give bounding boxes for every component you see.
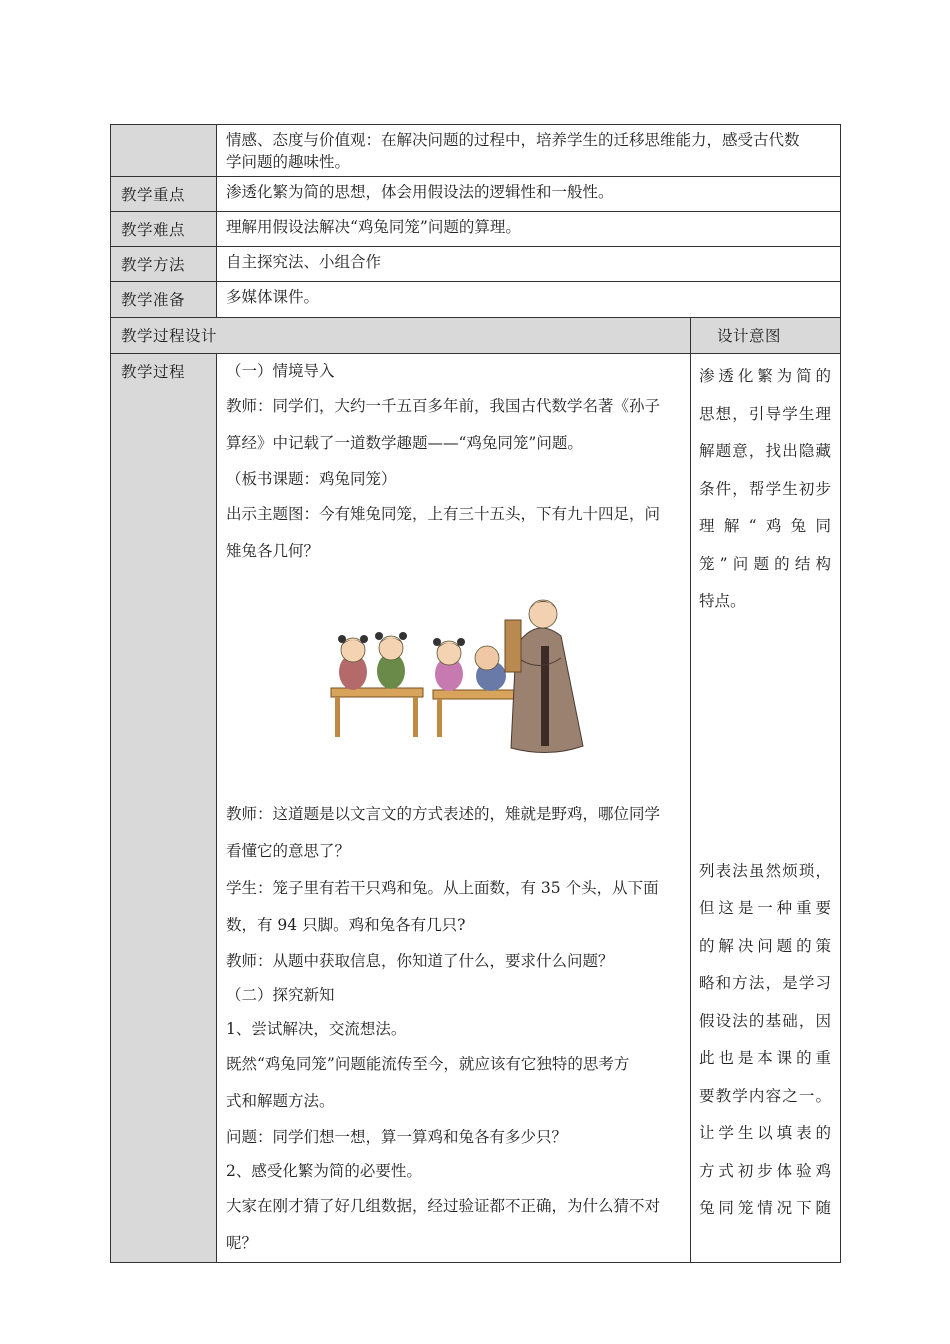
process-line: 1、尝试解决，交流想法。 [226, 1020, 407, 1038]
process-line: 教师：同学们，大约一千五百多年前，我国古代数学名著《孙子 [226, 397, 661, 415]
focus-text: 渗透化繁为简的思想，体会用假设法的逻辑性和一般性。 [217, 177, 841, 212]
emotion-text [217, 125, 841, 177]
intent-line: 略和方法，是学习 [699, 974, 832, 992]
prep-text: 多媒体课件。 [217, 282, 841, 318]
difficulty-label: 教学难点 [111, 212, 217, 247]
intent-line: 列表法虽然烦琐， [699, 861, 832, 880]
process-line: 教师：从题中获取信息，你知道了什么，要求什么问题？ [226, 952, 614, 970]
process-line: 教师：这道题是以文言文的方式表述的，雉就是野鸡，哪位同学 [226, 805, 661, 823]
emotion-line-2: 学问题的趣味性。 [226, 153, 351, 171]
process-label: 教学过程 [111, 354, 217, 1263]
emotion-label-cell [111, 125, 217, 177]
design-intent-header: 设计意图 [691, 318, 841, 354]
process-line: 出示主题图：今有雉兔同笼，上有三十五头，下有九十四足，问 [226, 505, 661, 523]
process-line: 呢？ [226, 1234, 258, 1252]
row-process-header [111, 318, 841, 354]
intent-line: 渗透化繁为简的 [699, 367, 832, 385]
process-line: 大家在刚才猜了好几组数据，经过验证都不正确，为什么猜不对 [226, 1197, 661, 1215]
process-line: 问题：同学们想一想，算一算鸡和兔各有多少只？ [226, 1128, 568, 1146]
lesson-plan-table [110, 124, 841, 1263]
process-line: 算经》中记载了一道数学趣题——“鸡兔同笼”问题。 [226, 434, 583, 452]
prep-label: 教学准备 [111, 282, 217, 318]
row-method [111, 247, 841, 282]
row-focus [111, 177, 841, 212]
process-line: （板书课题：鸡兔同笼） [226, 470, 397, 488]
intent-line: 的解决问题的策 [699, 936, 832, 955]
intent-line: 方式初步体验鸡 [699, 1161, 832, 1180]
intent-line: 笼”问题的结构 [699, 554, 832, 573]
process-line: （一）情境导入 [226, 362, 335, 380]
process-design-header: 教学过程设计 [111, 318, 691, 354]
intent-line: 兔同笼情况下随 [699, 1199, 832, 1217]
intent-line: 思想，引导学生理 [699, 404, 832, 423]
row-process [111, 354, 841, 1263]
teacher-and-students-illustration-icon [321, 576, 601, 761]
intent-line: 理解“鸡兔同 [699, 517, 832, 535]
intent-line: 但这是一种重要 [699, 899, 832, 917]
process-line: 雉兔各几何？ [226, 542, 320, 560]
emotion-line-1: 情感、态度与价值观：在解决问题的过程中，培养学生的迁移思维能力，感受古代数 [226, 131, 800, 149]
focus-label: 教学重点 [111, 177, 217, 212]
intent-line: 特点。 [699, 592, 746, 610]
method-label: 教学方法 [111, 247, 217, 282]
row-difficulty [111, 212, 841, 247]
intent-spacer [699, 621, 831, 853]
design-intent-content [691, 354, 841, 1263]
teacher-students-illustration [226, 570, 682, 796]
process-line: （二）探究新知 [226, 986, 335, 1004]
intent-line: 解题意，找出隐藏 [699, 442, 832, 460]
intent-line: 要教学内容之一。 [699, 1086, 832, 1105]
process-line: 看懂它的意思了？ [226, 842, 351, 860]
intent-line: 让学生以填表的 [699, 1124, 832, 1142]
process-line: 学生：笼子里有若干只鸡和兔。从上面数，有 35 个头，从下面 [226, 879, 659, 897]
process-line: 式和解题方法。 [226, 1092, 335, 1110]
process-line: 2、感受化繁为简的必要性。 [226, 1162, 422, 1180]
row-emotion [111, 125, 841, 177]
intent-line: 假设法的基础，因 [699, 1011, 832, 1030]
row-prep [111, 282, 841, 318]
process-line: 数，有 94 只脚。鸡和兔各有几只? [226, 916, 466, 934]
intent-line: 此也是本课的重 [699, 1049, 832, 1067]
intent-line: 条件，帮学生初步 [699, 479, 832, 498]
process-line: 既然“鸡兔同笼”问题能流传至今，就应该有它独特的思考方 [226, 1055, 630, 1073]
difficulty-text: 理解用假设法解决“鸡兔同笼”问题的算理。 [217, 212, 841, 247]
method-text: 自主探究法、小组合作 [217, 247, 841, 282]
process-content [217, 354, 691, 1263]
